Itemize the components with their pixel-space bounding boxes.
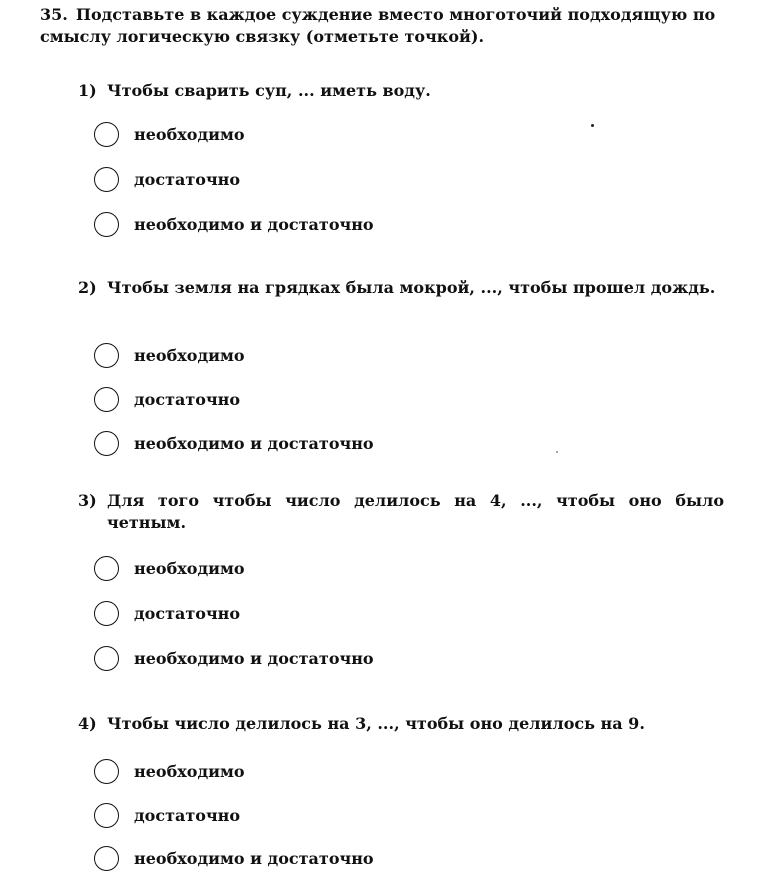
option-label: необходимо [134, 345, 245, 365]
radio-circle-icon[interactable] [94, 387, 119, 412]
question-text [78, 277, 724, 299]
option-sufficient[interactable] [94, 167, 240, 192]
radio-circle-icon[interactable] [94, 431, 119, 456]
option-label: необходимо [134, 558, 245, 578]
option-label: необходимо [134, 761, 245, 781]
option-necessary[interactable] [94, 343, 245, 368]
question-text [78, 80, 724, 102]
task-number: 35. [40, 5, 68, 24]
radio-circle-icon[interactable] [94, 646, 119, 671]
question-number: 2) [78, 278, 97, 297]
radio-circle-icon[interactable] [94, 167, 119, 192]
option-sufficient[interactable] [94, 601, 240, 626]
option-label: необходимо и достаточно [134, 848, 374, 868]
question-statement: Чтобы земля на грядках была мокрой, ..., чтобы прошел дождь. [107, 278, 716, 297]
radio-circle-icon[interactable] [94, 803, 119, 828]
option-label: достаточно [134, 389, 241, 409]
option-label: необходимо и достаточно [134, 214, 374, 234]
question-statement: Чтобы число делилось на 3, ..., чтобы оно делилось на 9. [107, 714, 645, 733]
radio-circle-icon[interactable] [94, 556, 119, 581]
question-statement: Чтобы сварить суп, ... иметь воду. [107, 81, 431, 100]
question-text [78, 713, 724, 735]
question-4 [78, 713, 724, 868]
radio-circle-icon[interactable] [94, 601, 119, 626]
option-label: необходимо [134, 124, 245, 144]
question-text [78, 490, 724, 534]
question-number: 4) [78, 714, 97, 733]
scan-speck [556, 451, 558, 453]
option-necessary-and-sufficient[interactable] [94, 431, 374, 456]
option-sufficient[interactable] [94, 803, 240, 828]
option-necessary[interactable] [94, 556, 245, 581]
option-label: достаточно [134, 805, 241, 825]
task-header [40, 4, 730, 48]
option-necessary[interactable] [94, 122, 245, 147]
question-3 [78, 490, 724, 668]
option-label: необходимо и достаточно [134, 433, 374, 453]
radio-circle-icon[interactable] [94, 343, 119, 368]
radio-circle-icon[interactable] [94, 122, 119, 147]
question-number: 3) [78, 491, 97, 510]
radio-circle-icon[interactable] [94, 212, 119, 237]
question-1 [78, 80, 724, 234]
option-sufficient[interactable] [94, 387, 240, 412]
option-necessary-and-sufficient[interactable] [94, 646, 374, 671]
radio-circle-icon[interactable] [94, 759, 119, 784]
option-label: достаточно [134, 169, 241, 189]
scan-speck [591, 124, 594, 127]
radio-circle-icon[interactable] [94, 846, 119, 871]
question-number: 1) [78, 81, 97, 100]
task-instruction: Подставьте в каждое суждение вместо многоточий подходящую по смыслу логическую связку (отметьте точкой). [40, 5, 716, 46]
option-label: достаточно [134, 603, 241, 623]
option-label: необходимо и достаточно [134, 648, 374, 668]
option-necessary-and-sufficient[interactable] [94, 846, 374, 871]
question-2 [78, 277, 724, 453]
option-necessary[interactable] [94, 759, 245, 784]
question-statement: Для того чтобы число делилось на 4, ..., чтобы оно было четным. [107, 491, 724, 532]
option-necessary-and-sufficient[interactable] [94, 212, 374, 237]
